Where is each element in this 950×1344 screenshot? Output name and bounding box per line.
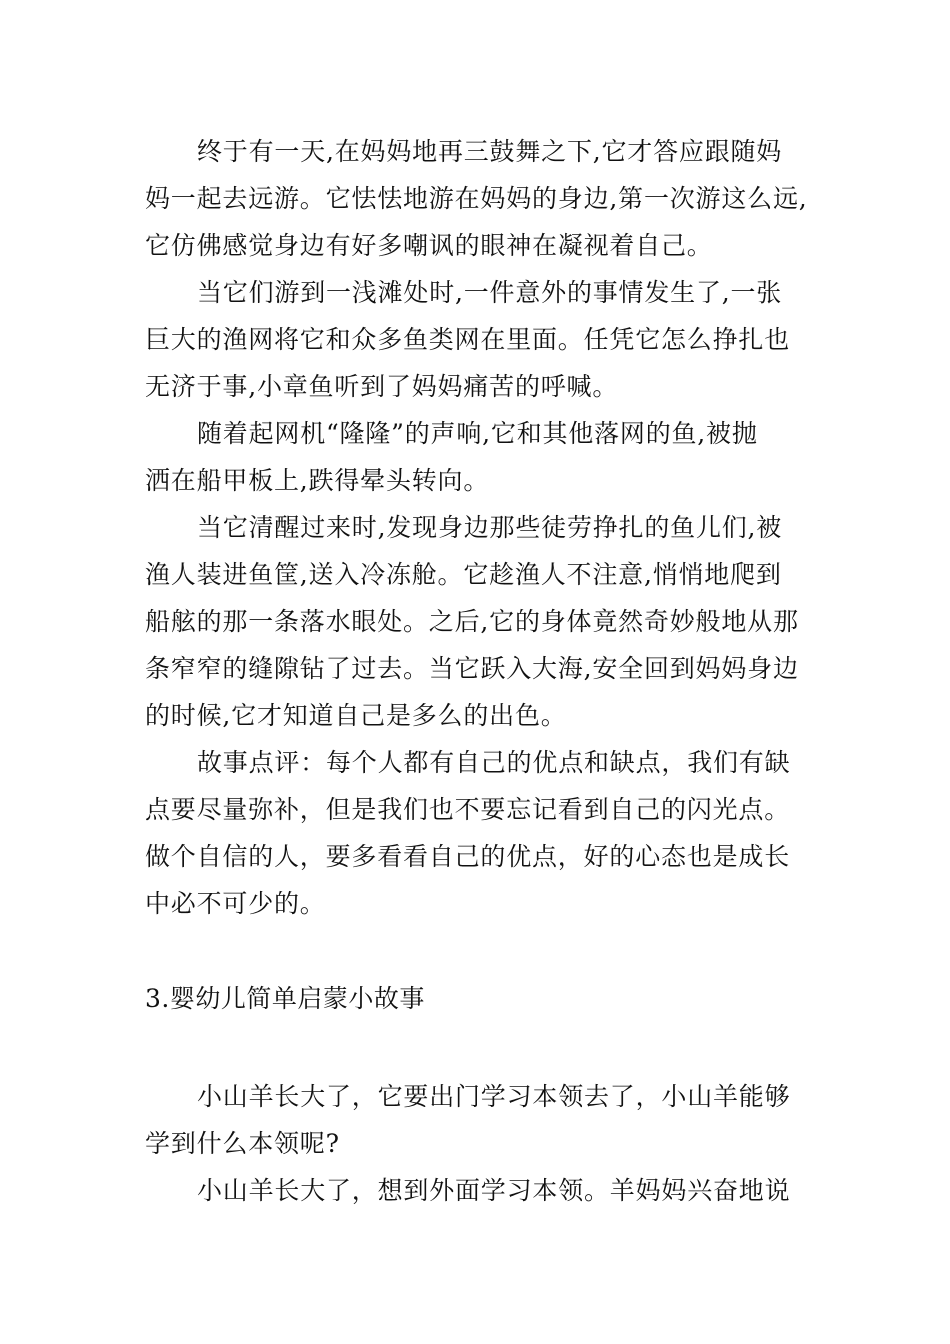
story-body-part1 bbox=[145, 128, 810, 927]
paragraph-line: 条窄窄的缝隙钻了过去。当它跃入大海,安全回到妈妈身边 bbox=[145, 654, 799, 683]
paragraph bbox=[145, 1073, 810, 1167]
story-body-part2 bbox=[145, 1073, 810, 1214]
paragraph-line: 故事点评：每个人都有自己的优点和缺点，我们有缺 bbox=[197, 748, 791, 777]
paragraph-line: 学到什么本领呢? bbox=[145, 1129, 340, 1158]
paragraph bbox=[145, 269, 810, 410]
paragraph-line: 做个自信的人，要多看看自己的优点，好的心态也是成长 bbox=[145, 842, 791, 871]
section-heading: 3.婴幼儿简单启蒙小故事 bbox=[145, 984, 425, 1013]
paragraph-line: 当它清醒过来时,发现身边那些徒劳挣扎的鱼儿们,被 bbox=[197, 513, 783, 542]
paragraph-line: 随着起网机“隆隆”的声响,它和其他落网的鱼,被抛 bbox=[197, 419, 758, 448]
paragraph bbox=[145, 1167, 810, 1214]
paragraph-line: 洒在船甲板上,跌得晕头转向。 bbox=[145, 466, 490, 495]
paragraph-line: 无济于事,小章鱼听到了妈妈痛苦的呼喊。 bbox=[145, 372, 619, 401]
paragraph-line: 点要尽量弥补，但是我们也不要忘记看到自己的闪光点。 bbox=[145, 795, 791, 824]
paragraph-line: 船舷的那一条落水眼处。之后,它的身体竟然奇妙般地从那 bbox=[145, 607, 799, 636]
paragraph-line: 当它们游到一浅滩处时,一件意外的事情发生了,一张 bbox=[197, 278, 783, 307]
paragraph-commentary bbox=[145, 739, 810, 927]
paragraph-line: 渔人装进鱼筐,送入冷冻舱。它趁渔人不注意,悄悄地爬到 bbox=[145, 560, 782, 589]
paragraph bbox=[145, 410, 810, 504]
paragraph-line: 巨大的渔网将它和众多鱼类网在里面。任凭它怎么挣扎也 bbox=[145, 325, 791, 354]
paragraph-line: 小山羊长大了，它要出门学习本领去了，小山羊能够 bbox=[197, 1082, 791, 1111]
paragraph-line: 小山羊长大了，想到外面学习本领。羊妈妈兴奋地说 bbox=[197, 1176, 791, 1205]
paragraph-line: 中必不可少的。 bbox=[145, 889, 326, 918]
paragraph bbox=[145, 128, 810, 269]
paragraph-line: 它仿佛感觉身边有好多嘲讽的眼神在凝视着自己。 bbox=[145, 231, 713, 260]
paragraph bbox=[145, 504, 810, 739]
paragraph-line: 妈一起去远游。它怯怯地游在妈妈的身边,第一次游这么远, bbox=[145, 184, 808, 213]
paragraph-line: 的时候,它才知道自己是多么的出色。 bbox=[145, 701, 567, 730]
paragraph-line: 终于有一天,在妈妈地再三鼓舞之下,它才答应跟随妈 bbox=[197, 137, 783, 166]
